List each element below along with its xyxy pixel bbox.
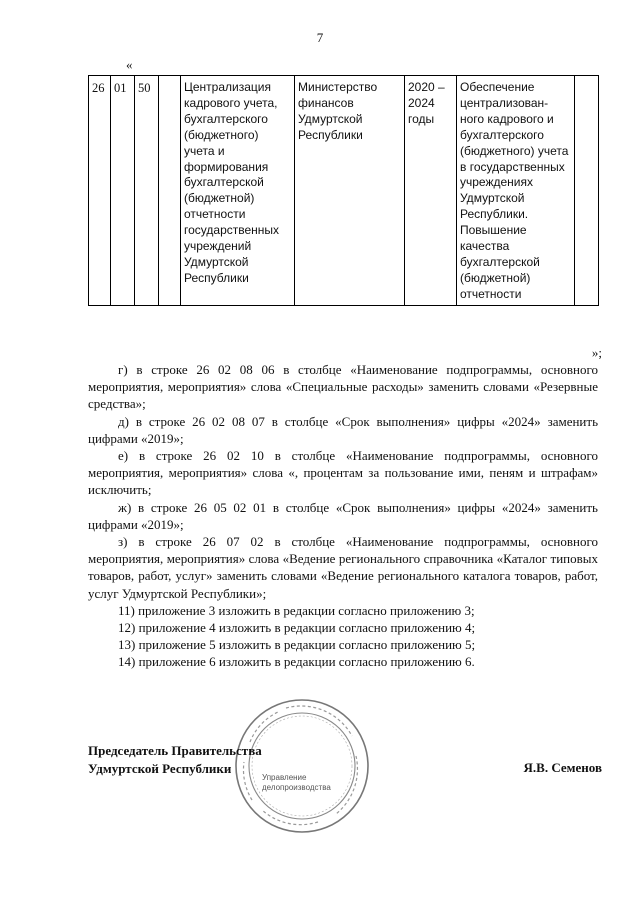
cell-pp: 01: [111, 76, 135, 306]
stamp-line-1: Управление: [262, 773, 307, 782]
signature-title-line-1: Председатель Правительства: [88, 743, 262, 758]
opening-quote: «: [126, 57, 133, 72]
paragraph-d: д) в строке 26 02 08 07 в столбце «Срок выполнения» цифры «2024» заменить цифрами «2019»;: [88, 413, 598, 446]
page-number: 7: [316, 30, 324, 45]
signatory-name: Я.В. Семенов: [523, 760, 602, 775]
paragraph-zh: ж) в строке 26 05 02 01 в столбце «Срок выполнения» цифры «2024» заменить цифрами «2019»;: [88, 499, 598, 532]
cell-responsible: Министерство финансов Удмуртской Республики: [295, 76, 405, 306]
stamp-line-2: делопроизводства: [262, 783, 331, 792]
paragraph-e: е) в строке 26 02 10 в столбце «Наименование подпрограммы, основного мероприятия, мероприятия» слова «, процентам за пользование ими, пеням и штрафам» исключить;: [88, 448, 598, 498]
signature-title: [88, 742, 262, 778]
cell-term: 2020 – 2024 годы: [405, 76, 457, 306]
paragraph-g: г) в строке 26 02 08 06 в столбце «Наименование подпрограммы, основного мероприятия, мероприятия» слова «Специальные расходы» заменить словами «Резервные средства»;: [88, 362, 598, 412]
stamp-inner-text: [262, 773, 342, 793]
paragraph-14: 14) приложение 6 изложить в редакции согласно приложению 6.: [118, 654, 475, 670]
paragraph-13: 13) приложение 5 изложить в редакции согласно приложению 5;: [118, 637, 476, 653]
paragraph-12: 12) приложение 4 изложить в редакции согласно приложению 4;: [118, 620, 476, 636]
table-row: [89, 76, 599, 306]
amendments-text: [88, 361, 598, 671]
cell-m: [159, 76, 181, 306]
cell-indicator: [575, 76, 599, 306]
paragraph-11: 11) приложение 3 изложить в редакции согласно приложению 3;: [118, 602, 475, 618]
cell-result: Обеспечение централизован-ного кадрового и бухгалтерского (бюджетного) учета в государственных учреждениях Удмуртской Республики. Повышение качества бухгалтерской (бюджетной) отчетности: [457, 76, 575, 306]
program-row-table: [88, 75, 599, 306]
cell-name: Централизация кадрового учета, бухгалтерского (бюджетного) учета и формирования бухгалтерской (бюджетной) отчетности государственных учреждений Удмуртской Республики: [181, 76, 295, 306]
paragraph-z: з) в строке 26 07 02 в столбце «Наименование подпрограммы, основного мероприятия, мероприятия» слова «Ведение регионального справочника «Каталог типовых товаров, работ, услуг» заменить словами «Ведение регионального каталога товаров, работ, услуг Удмуртской Республики»;: [88, 534, 598, 601]
closing-quote: »;: [591, 345, 602, 360]
cell-gp: 26: [89, 76, 111, 306]
signature-title-line-2: Удмуртской Республики: [88, 761, 232, 776]
cell-om: 50: [135, 76, 159, 306]
